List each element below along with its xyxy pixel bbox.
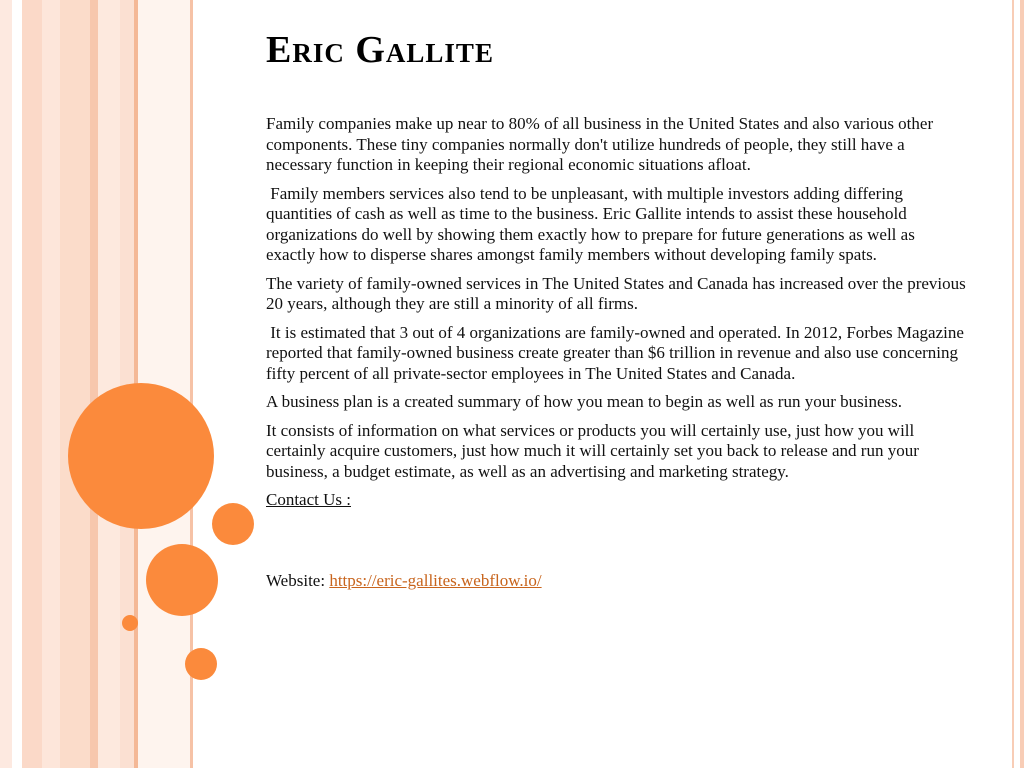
website-label: Website: [266, 570, 330, 590]
decor-right-border [1012, 0, 1014, 768]
decor-stripe [90, 0, 98, 768]
body-paragraph: Family companies make up near to 80% of all business in the United States and also various other components. These tiny companies normally don't utilize hundreds of people, they still have a necessary function in keeping their regional economic situations afloat. [266, 114, 938, 174]
body-paragraph: A business plan is a created summary of how you mean to begin as well as run your business. [266, 392, 902, 411]
body-paragraph: Family members services also tend to be unpleasant, with multiple investors adding differing quantities of cash as well as time to the business. Eric Gallite intends to assist these household organizations do well by showing them exactly how to prepare for future generations as well as exactly how to disperse shares amongst family members without developing family spats. [266, 183, 920, 264]
decor-stripe [60, 0, 90, 768]
body-paragraph: It consists of information on what services or products you will certainly use, just how you will certainly acquire customers, just how much it will certainly set you back to release and run your business, a budget estimate, as well as an advertising and marketing strategy. [266, 420, 924, 481]
decor-right-border [1020, 0, 1024, 768]
decor-circle-small [212, 503, 254, 545]
decor-stripe [12, 0, 22, 768]
decor-circle-large [68, 383, 214, 529]
body-paragraph: It is estimated that 3 out of 4 organizations are family-owned and operated. In 2012, Forbes Magazine reported that family-owned business create greater than $6 trillion in revenue and also use concerning fifty percent of all private-sector employees in The United States and Canada. [266, 322, 969, 383]
body-paragraph: The variety of family-owned services in The United States and Canada has increased over the previous 20 years, although they are still a minority of all firms. [266, 273, 971, 313]
decor-stripe [22, 0, 42, 768]
contact-us-link[interactable]: Contact Us : [266, 490, 351, 509]
decor-stripe [0, 0, 12, 768]
decor-stripe [98, 0, 120, 768]
slide-content [266, 28, 971, 591]
website-link[interactable]: https://eric-gallites.webflow.io/ [329, 570, 542, 590]
decor-circle-small [185, 648, 217, 680]
website-row [266, 571, 966, 592]
decor-circle-tiny [122, 615, 138, 631]
slide-title: Eric Gallite [266, 29, 494, 71]
decor-circle-medium [146, 544, 218, 616]
decor-stripe [42, 0, 60, 768]
